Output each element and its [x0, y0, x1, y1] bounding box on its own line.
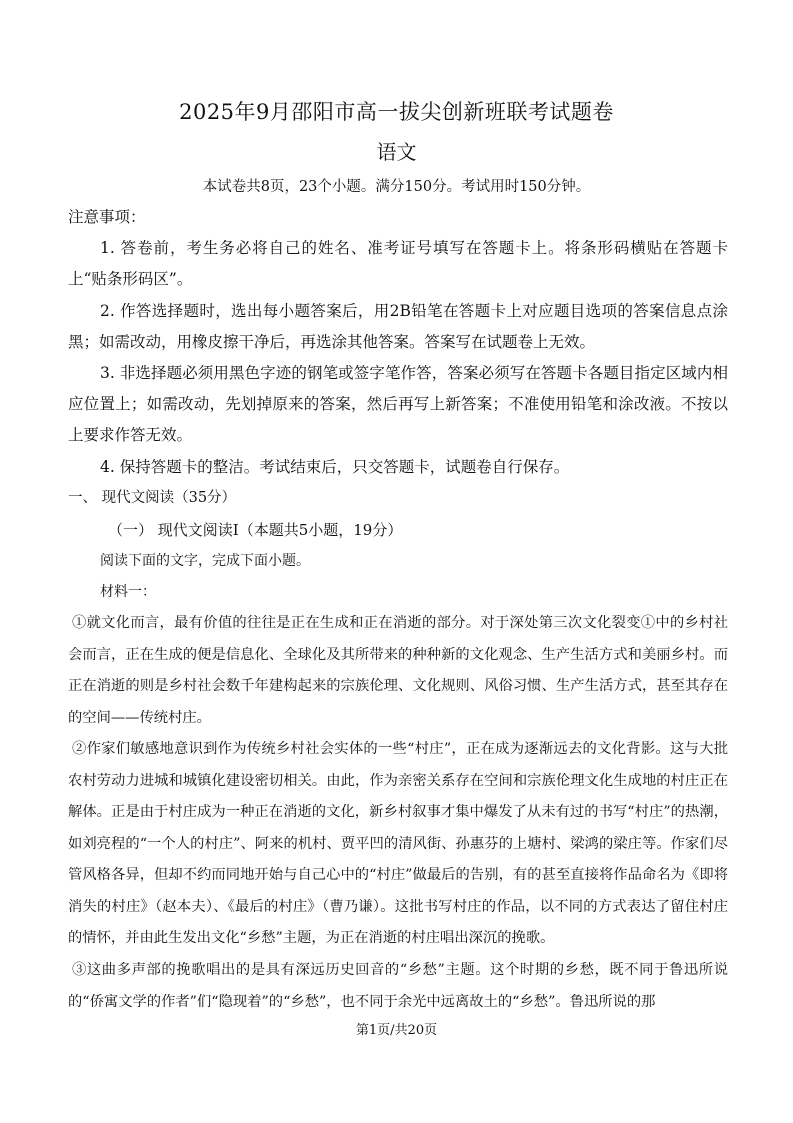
material-paragraph-3: ③这曲多声部的挽歌唱出的是具有深远历史回音的“乡愁”主题。这个时期的乡愁，既不同于鲁迅所说的“侨寓文学的作者”们“隐现着”的“乡愁”，也不同于余光中远离故土的“乡愁”。鲁迅所说的那: [68, 962, 728, 1010]
material-label: 材料一：: [100, 584, 156, 600]
material-paragraph-1: ①就文化而言，最有价值的往往是正在生成和正在消逝的部分。对于深处第三次文化裂变①中的乡村社会而言，正在生成的便是信息化、全球化及其所带来的种种新的文化观念、生产生活方式和美丽乡村。而正在消逝的则是乡村社会数千年建构起来的宗族伦理、文化规则、风俗习惯、生产生活方式，甚至其存在的空间——传统村庄。: [68, 615, 728, 726]
section-title: 一、 现代文阅读（35分）: [68, 490, 237, 506]
note-item-2: 2. 作答选择题时，选出每小题答案后，用2B铅笔在答题卡上对应题目选项的答案信息点涂黑；如需改动，用橡皮擦干净后，再选涂其他答案。答案写在试题卷上无效。: [68, 302, 728, 351]
note-item-3: 3. 非选择题必须用黑色字迹的钢笔或签字笔作答，答案必须写在答题卡各题目指定区域内相应位置上；如需改动，先划掉原来的答案，然后再写上新答案；不准使用铅笔和涂改液。不按以上要求作答无效。: [68, 364, 728, 444]
material-paragraph-2: ②作家们敏感地意识到作为传统乡村社会实体的一些“村庄”，正在成为逐渐远去的文化背影。这与大批农村劳动力进城和城镇化建设密切相关。由此，作为亲密关系存在空间和宗族伦理文化生成地的村庄正在解体。正是由于村庄成为一种正在消逝的文化，新乡村叙事才集中爆发了从未有过的书写“村庄”的热潮，如刘亮程的“一个人的村庄”、阿来的机村、贾平凹的清风街、孙惠芬的上塘村、梁鸿的梁庄等。作家们尽管风格各异，但却不约而同地开始与自己心中的“村庄”做最后的告别，有的甚至直接将作品命名为《即将消失的村庄》（赵本夫）、《最后的村庄》（曹乃谦）。这批书写村庄的作品，以不同的方式表达了留住村庄的情怀，并由此生发出文化“乡愁”主题，为正在消逝的村庄唱出深沉的挽歌。: [68, 741, 728, 946]
note-item-4: 4. 保持答题卡的整洁。考试结束后，只交答题卡，试题卷自行保存。: [100, 458, 570, 476]
subsection-title: （一） 现代文阅读Ⅰ（本题共5小题，19分）: [108, 521, 403, 539]
notes-heading: 注意事项：: [68, 208, 146, 226]
note-item-1: 1. 答卷前，考生务必将自己的姓名、准考证号填写在答题卡上。将条形码横贴在答题卡上“贴条形码区”。: [68, 239, 728, 288]
subject-title: 语文: [376, 140, 417, 164]
page-number: 第1页/共20页: [355, 1023, 438, 1038]
exam-info: 本试卷共8页，23个小题。满分150分。考试用时150分钟。: [202, 179, 591, 195]
reading-instruction: 阅读下面的文字，完成下面小题。: [100, 553, 310, 569]
exam-title: 2025年9月邵阳市高一拔尖创新班联考试题卷: [179, 100, 614, 124]
